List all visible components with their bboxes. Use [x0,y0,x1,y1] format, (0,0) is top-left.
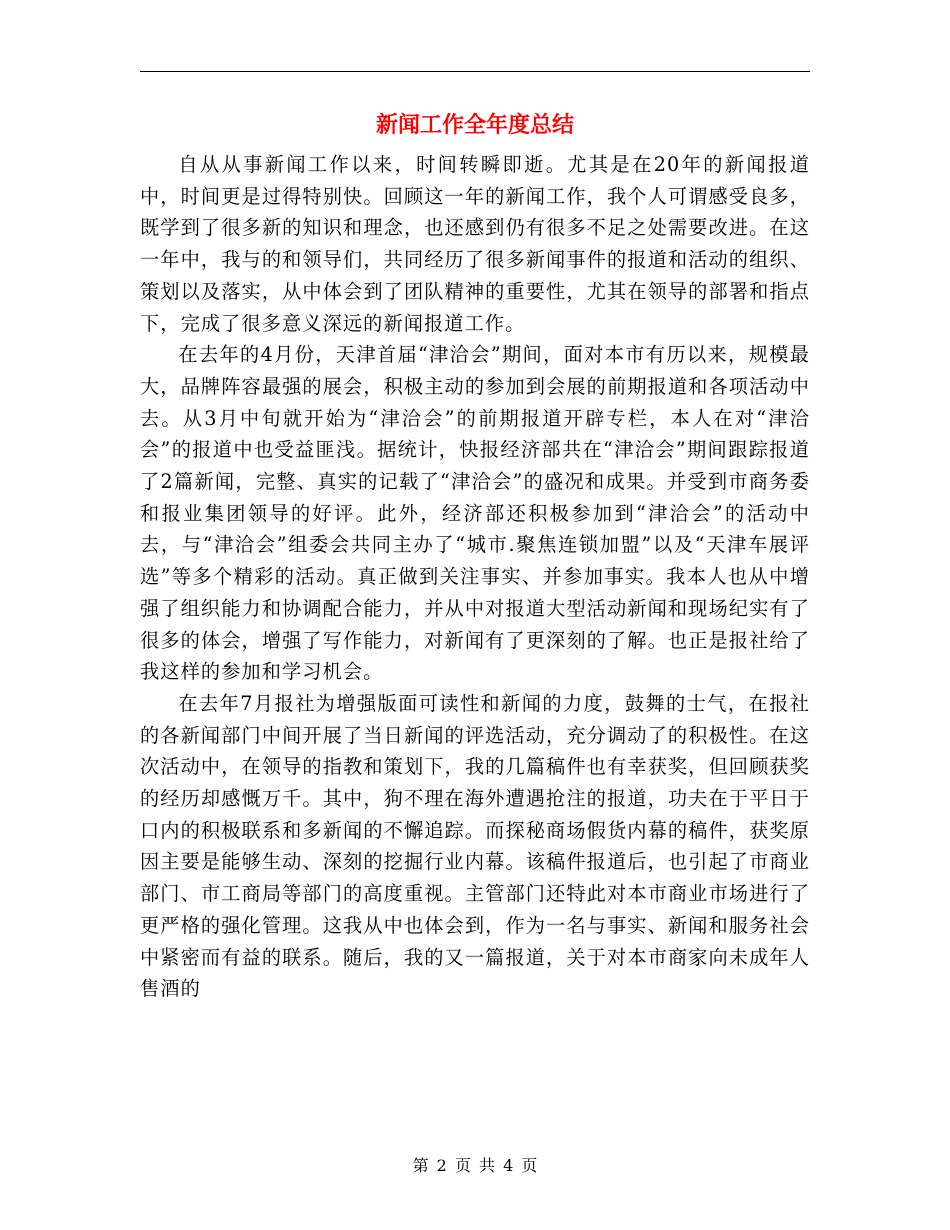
document-body [140,149,810,1005]
paragraph: 自从从事新闻工作以来，时间转瞬即逝。尤其是在20年的新闻报道中，时间更是过得特别快。回顾这一年的新闻工作，我个人可谓感受良多，既学到了很多新的知识和理念，也还感到仍有很多不足之处需要改进。在这一年中，我与的和领导们，共同经历了很多新闻事件的报道和活动的组织、策划以及落实，从中体会到了团队精神的重要性，尤其在领导的部署和指点下，完成了很多意义深远的新闻报道工作。 [140,153,810,335]
header-rule [140,71,810,72]
page-number: 第 2 页 共 4 页 [412,1156,538,1175]
paragraph: 在去年7月报社为增强版面可读性和新闻的力度，鼓舞的士气，在报社的各新闻部门中间开展了当日新闻的评选活动，充分调动了的积极性。在这次活动中，在领导的指教和策划下，我的几篇稿件也有幸获奖，但回顾获奖的经历却感慨万千。其中，狗不理在海外遭遇抢注的报道，功夫在于平日于口内的积极联系和多新闻的不懈追踪。而探秘商场假货内幕的稿件，获奖原因主要是能够生动、深刻的挖掘行业内幕。该稿件报道后，也引起了市商业部门、市工商局等部门的高度重视。主管部门还特此对本市商业市场进行了更严格的强化管理。这我从中也体会到，作为一名与事实、新闻和服务社会中紧密而有益的联系。随后，我的又一篇报道，关于对本市商家向未成年人售酒的 [140,691,810,1001]
document-title: 新闻工作全年度总结 [375,112,574,138]
paragraph: 在去年的4月份，天津首届“津洽会”期间，面对本市有历以来，规模最大，品牌阵容最强的展会，积极主动的参加到会展的前期报道和各项活动中去。从3月中旬就开始为“津洽会”的前期报道开辟专栏，本人在对“津洽会”的报道中也受益匪浅。据统计，快报经济部共在“津洽会”期间跟踪报道了2篇新闻，完整、真实的记载了“津洽会”的盛况和成果。并受到市商务委和报业集团领导的好评。此外，经济部还积极参加到“津洽会”的活动中去，与“津洽会”组委会共同主办了“城市.聚焦连锁加盟”以及“天津车展评选”等多个精彩的活动。真正做到关注事实、并参加事实。我本人也从中增强了组织能力和协调配合能力，并从中对报道大型活动新闻和现场纪实有了很多的体会，增强了写作能力，对新闻有了更深刻的了解。也正是报社给了我这样的参加和学习机会。 [140,343,810,684]
